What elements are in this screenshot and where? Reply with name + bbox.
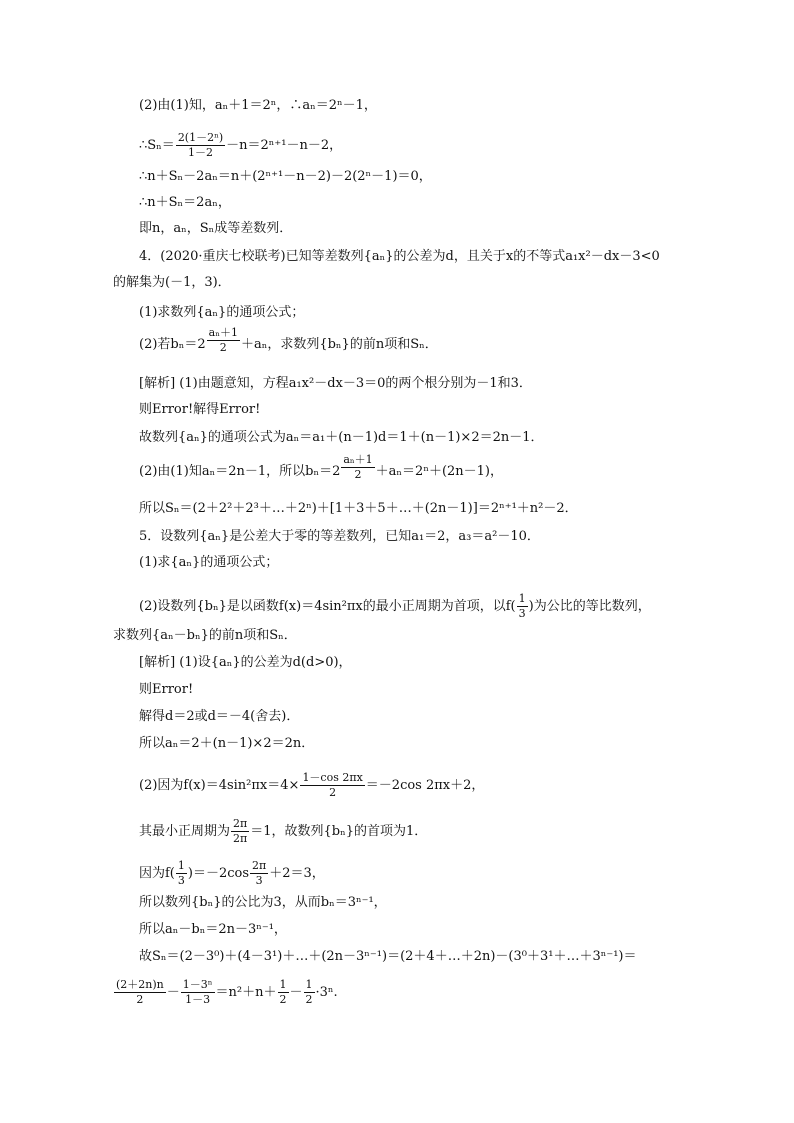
- fraction-denominator: 2: [305, 993, 313, 1006]
- fraction-numerator: (2＋2n)n: [116, 978, 164, 991]
- fraction: [517, 592, 528, 621]
- text-line: [139, 131, 342, 160]
- text-segment: ·3ⁿ.: [315, 985, 338, 1000]
- fraction-denominator: 2: [279, 993, 287, 1006]
- fraction: [300, 771, 364, 800]
- text-line: [139, 326, 438, 355]
- text-segment: 其最小正周期为: [139, 824, 231, 839]
- text-segment: ∴Sₙ＝: [139, 138, 175, 153]
- text-line: [113, 978, 338, 1007]
- fraction-numerator: 1: [305, 978, 313, 991]
- text-line: [139, 817, 427, 846]
- fraction-denominator: 2: [136, 993, 144, 1006]
- fraction-denominator: 2π: [233, 832, 248, 845]
- text-line: 5．设数列{aₙ}是公差大于零的等差数列，已知a₁＝2，a₃＝a²－10．: [139, 529, 540, 544]
- text-segment: －n＝2ⁿ⁺¹－n－2，: [226, 138, 343, 153]
- text-line: [解析] (1)设{aₙ}的公差为d(d>0)，: [139, 655, 352, 670]
- fraction-numerator: aₙ＋1: [343, 453, 373, 466]
- fraction-denominator: 3: [255, 874, 263, 887]
- text-segment: ＝1，故数列{bₙ}的首项为1．: [250, 824, 428, 839]
- fraction-denominator: 2: [354, 468, 362, 481]
- text-line: [139, 859, 325, 888]
- fraction-denominator: 1－2: [187, 146, 213, 159]
- text-line: 求数列{aₙ－bₙ}的前n项和Sₙ．: [113, 628, 297, 643]
- fraction: [176, 131, 225, 160]
- text-line: 故数列{aₙ}的通项公式为aₙ＝a₁＋(n－1)d＝1＋(n－1)×2＝2n－1．: [139, 430, 544, 445]
- text-line: [139, 453, 503, 482]
- fraction-denominator: 3: [518, 607, 526, 620]
- fraction-numerator: 1: [177, 859, 185, 872]
- text-line: (2)由(1)知，aₙ＋1＝2ⁿ，∴aₙ＝2ⁿ－1，: [139, 98, 377, 113]
- text-segment: ＝n²＋n＋: [215, 985, 277, 1000]
- text-line: [139, 771, 484, 800]
- fraction-numerator: 1: [279, 978, 287, 991]
- fraction: [250, 859, 268, 888]
- text-line: 4．(2020·重庆七校联考)已知等差数列{aₙ}的公差为d，且关于x的不等式a₁x²－dx－3<0: [139, 249, 660, 264]
- fraction-numerator: 1: [518, 592, 526, 605]
- text-segment: ＋aₙ＝2ⁿ＋(2n－1)，: [375, 464, 503, 479]
- text-line: (1)求{aₙ}的通项公式；: [139, 555, 279, 570]
- text-line: 所以aₙ－bₙ＝2n－3ⁿ⁻¹，: [139, 922, 287, 937]
- text-line: 故Sₙ＝(2－3⁰)＋(4－3¹)＋…＋(2n－3ⁿ⁻¹)＝(2＋4＋…＋2n)－(3⁰＋3¹＋…＋3ⁿ⁻¹)＝: [139, 949, 637, 964]
- fraction-denominator: 1－3: [185, 993, 211, 1006]
- fraction-numerator: 1－3ⁿ: [182, 978, 213, 991]
- text-line: 则Error!: [139, 682, 194, 697]
- text-segment: ＋aₙ，求数列{bₙ}的前n项和Sₙ．: [240, 337, 438, 352]
- text-line: 所以Sₙ＝(2＋2²＋2³＋…＋2ⁿ)＋[1＋3＋5＋…＋(2n－1)]＝2ⁿ⁺¹＋n²－2．: [139, 501, 578, 516]
- fraction: [278, 978, 289, 1007]
- fraction: [181, 978, 215, 1007]
- text-segment: )＝－2cos: [187, 866, 250, 881]
- text-segment: ＋2＝3，: [269, 866, 325, 881]
- text-line: [139, 592, 651, 621]
- text-segment: (2)若bₙ＝2: [139, 337, 206, 352]
- fraction-denominator: 2: [329, 786, 337, 799]
- text-line: 的解集为(－1，3)．: [113, 275, 231, 290]
- fraction: [231, 817, 249, 846]
- text-segment: (2)由(1)知aₙ＝2n－1，所以bₙ＝2: [139, 464, 341, 479]
- text-segment: (2)设数列{bₙ}是以函数f(x)＝4sin²πx的最小正周期为首项，以f(: [139, 599, 516, 614]
- fraction: [176, 859, 187, 888]
- text-segment: )为公比的等比数列，: [528, 599, 651, 614]
- fraction-exponent: [341, 453, 374, 482]
- fraction: [114, 978, 166, 1007]
- fraction-denominator: 3: [177, 874, 185, 887]
- text-segment: －: [166, 985, 180, 1000]
- fraction-exponent: [207, 326, 240, 355]
- text-line: ∴n＋Sₙ－2aₙ＝n＋(2ⁿ⁺¹－n－2)－2(2ⁿ－1)＝0，: [139, 169, 432, 184]
- fraction-numerator: 2(1－2ⁿ): [177, 131, 224, 144]
- fraction-denominator: 2: [219, 341, 227, 354]
- text-segment: 因为f(: [139, 866, 175, 881]
- text-line: 所以aₙ＝2＋(n－1)×2＝2n．: [139, 736, 315, 751]
- text-segment: －: [289, 985, 303, 1000]
- text-segment: (2)因为f(x)＝4sin²πx＝4×: [139, 778, 300, 793]
- fraction-numerator: 2π: [233, 817, 248, 830]
- text-line: 所以数列{bₙ}的公比为3，从而bₙ＝3ⁿ⁻¹，: [139, 895, 387, 910]
- fraction-numerator: 1－cos 2πx: [302, 771, 363, 784]
- fraction-numerator: aₙ＋1: [208, 326, 238, 339]
- fraction-numerator: 2π: [252, 859, 267, 872]
- text-line: 解得d＝2或d＝－4(舍去)．: [139, 709, 300, 724]
- text-line: (1)求数列{aₙ}的通项公式；: [139, 305, 305, 320]
- text-line: 则Error!解得Error!: [139, 402, 261, 417]
- fraction: [304, 978, 315, 1007]
- text-line: ∴n＋Sₙ＝2aₙ，: [139, 195, 231, 210]
- text-line: 即n，aₙ，Sₙ成等差数列．: [139, 221, 293, 236]
- text-segment: ＝－2cos 2πx＋2，: [365, 778, 485, 793]
- text-line: [解析] (1)由题意知，方程a₁x²－dx－3＝0的两个根分别为－1和3．: [139, 376, 532, 391]
